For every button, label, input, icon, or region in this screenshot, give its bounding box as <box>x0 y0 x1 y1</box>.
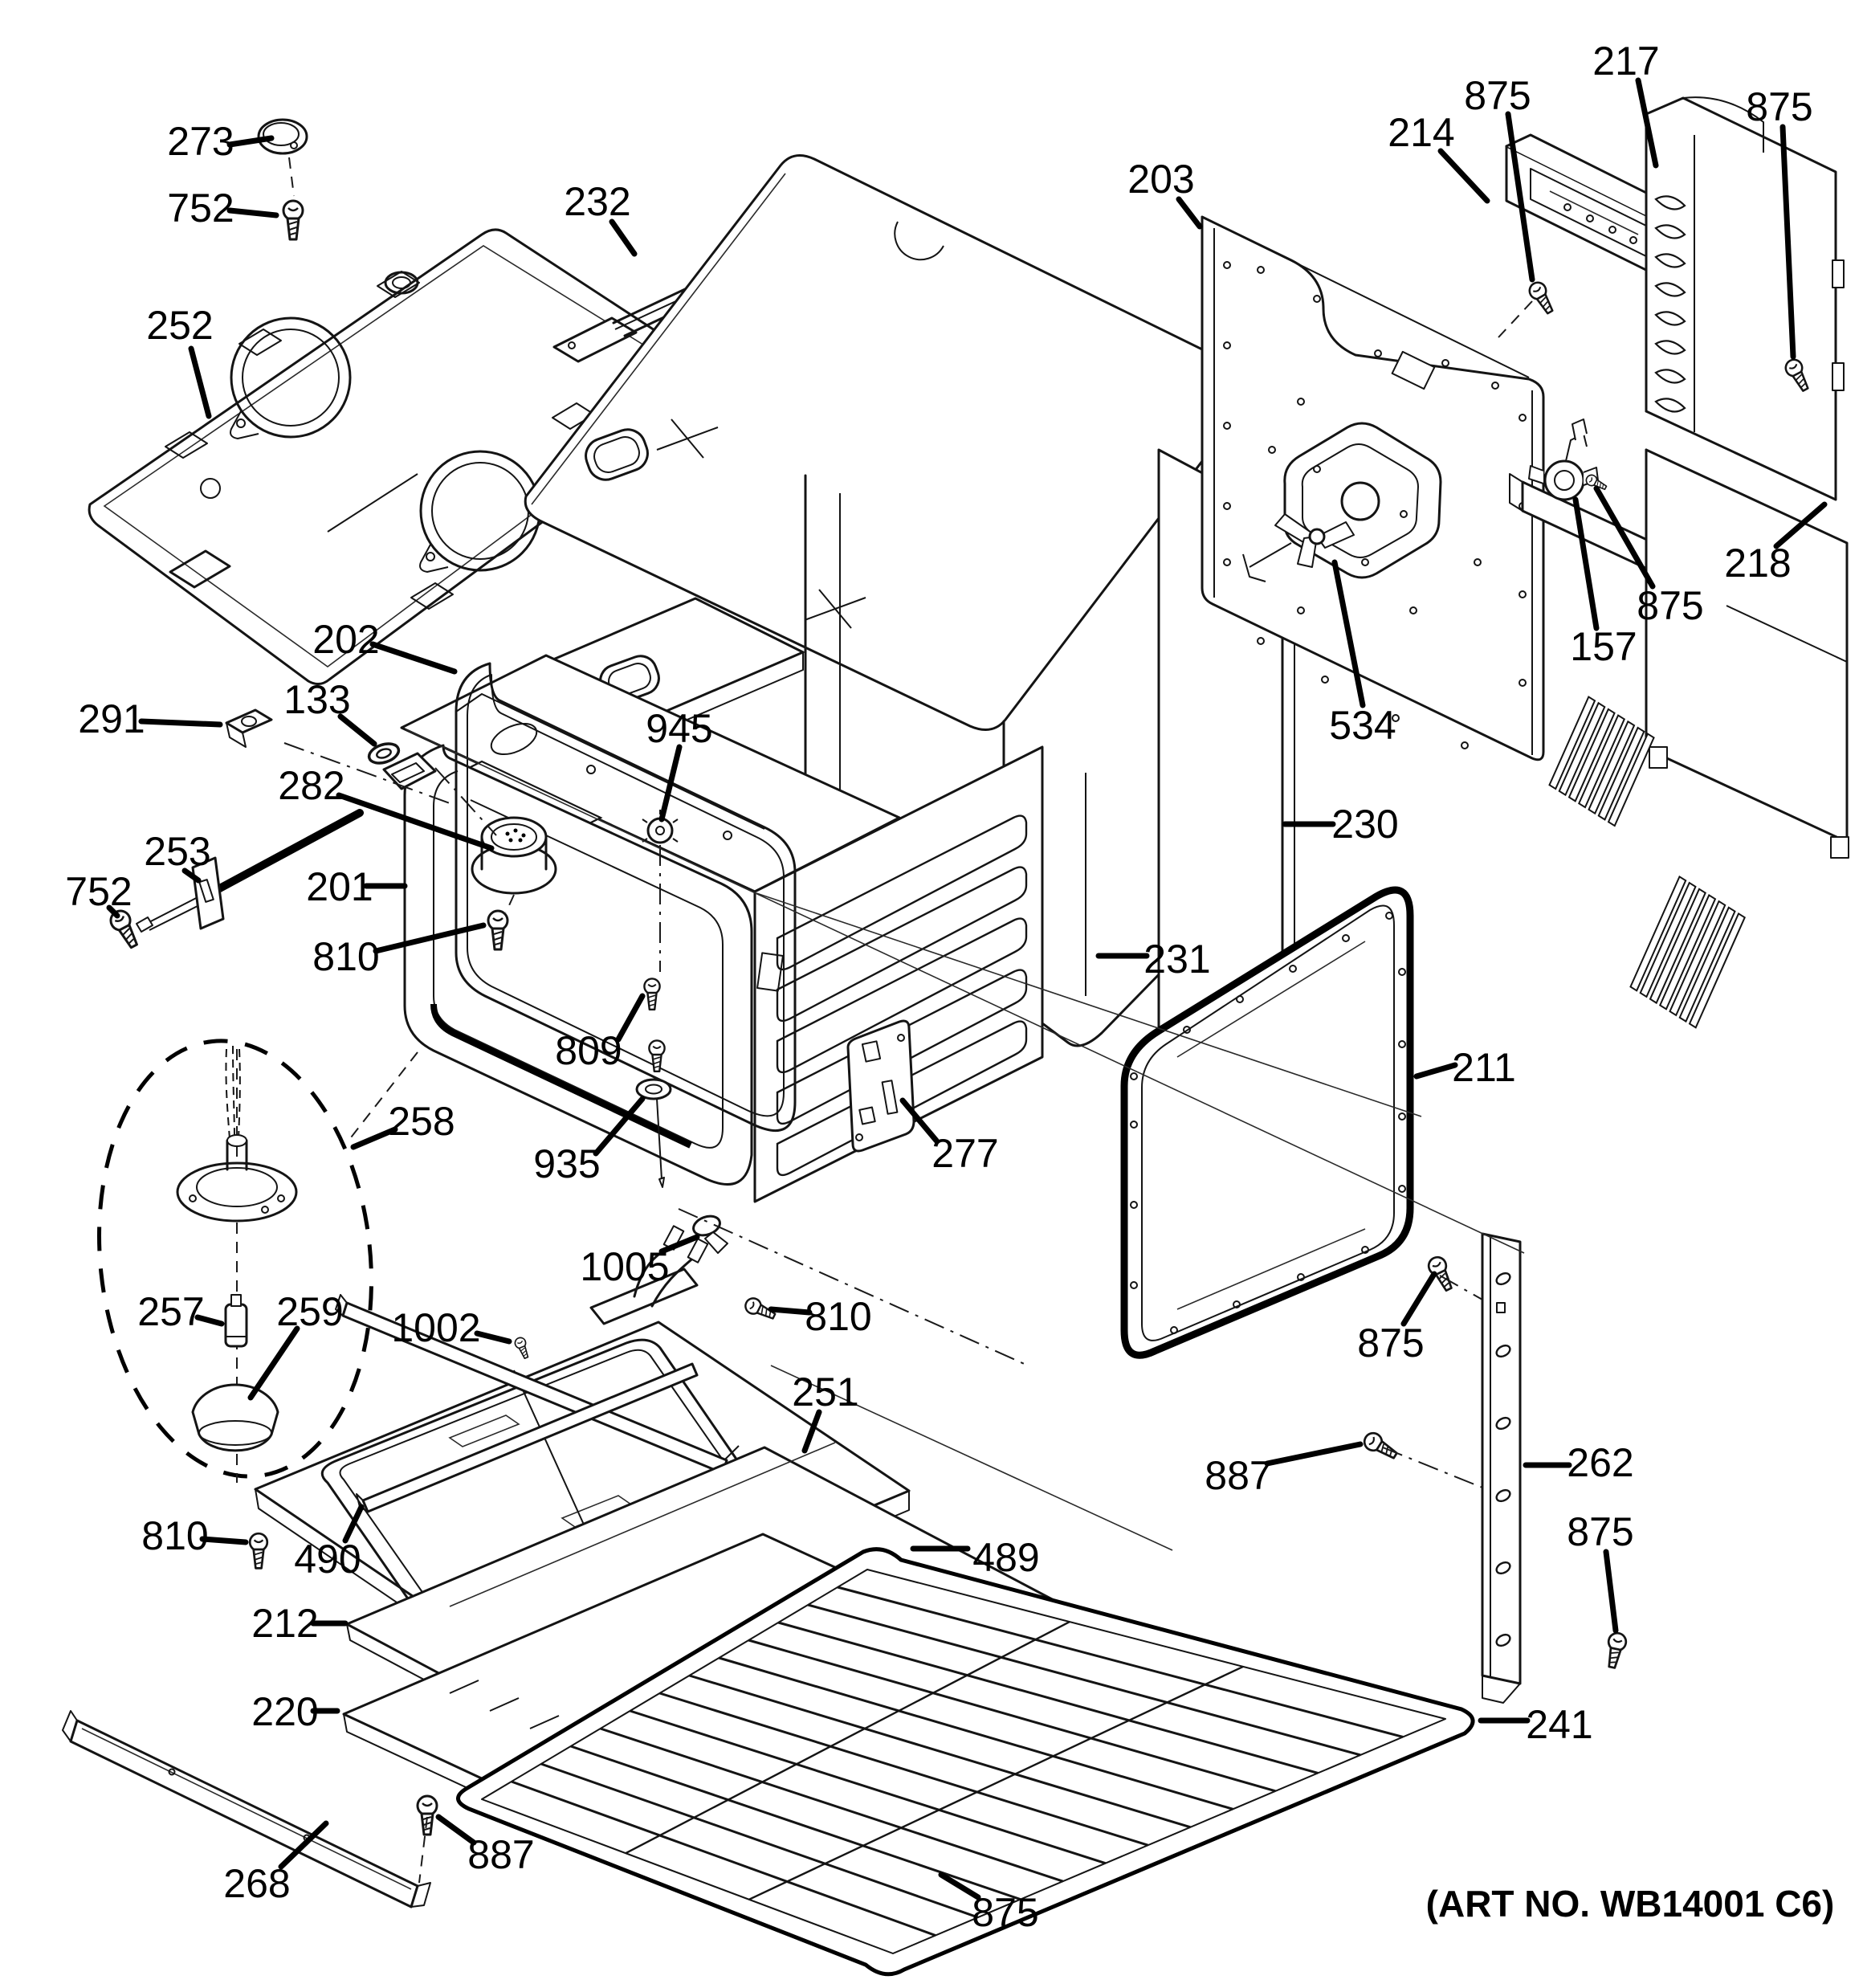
callout-label-887: 887 <box>467 1832 535 1877</box>
callout-label-220: 220 <box>251 1689 319 1734</box>
callout-label-875: 875 <box>1464 73 1531 118</box>
leader-line-887 <box>1267 1444 1360 1463</box>
leader-line-875 <box>1404 1274 1434 1324</box>
latch-plate-277 <box>848 1021 914 1151</box>
leader-line-875 <box>1606 1552 1616 1631</box>
callout-label-202: 202 <box>312 617 380 662</box>
callout-label-489: 489 <box>972 1535 1040 1580</box>
callout-label-257: 257 <box>137 1289 205 1334</box>
screw-810-sensor <box>250 1533 267 1568</box>
callout-label-945: 945 <box>646 706 713 751</box>
callout-label-875: 875 <box>1746 84 1813 129</box>
callout-label-258: 258 <box>388 1099 455 1144</box>
callout-label-253: 253 <box>144 829 211 874</box>
leader-line-752 <box>230 210 276 215</box>
callout-label-875: 875 <box>1637 583 1704 628</box>
callout-label-201: 201 <box>306 864 373 909</box>
callout-label-259: 259 <box>276 1289 344 1334</box>
callout-label-875: 875 <box>972 1890 1039 1935</box>
leader-line-252 <box>191 349 209 416</box>
screw-887-268 <box>418 1796 437 1835</box>
leader-line-291 <box>141 721 220 725</box>
callout-label-752: 752 <box>65 869 132 914</box>
screw-1002 <box>513 1336 531 1359</box>
panel-hole <box>1442 360 1449 366</box>
callout-label-231: 231 <box>1143 937 1211 982</box>
callout-label-752: 752 <box>167 186 234 231</box>
callout-label-133: 133 <box>283 677 351 722</box>
leader-line-203 <box>1179 199 1200 227</box>
callout-label-809: 809 <box>555 1028 622 1073</box>
side-panel-217 <box>1646 97 1844 500</box>
leader-line-810 <box>771 1309 809 1312</box>
callout-label-875: 875 <box>1357 1321 1425 1365</box>
callout-label-211: 211 <box>1452 1045 1516 1090</box>
callout-label-218: 218 <box>1724 541 1792 586</box>
side-rail-262 <box>1482 1234 1520 1703</box>
art-number: (ART NO. WB14001 C6) <box>1425 1883 1835 1925</box>
callout-label-810: 810 <box>312 934 380 979</box>
callout-label-291: 291 <box>78 696 145 741</box>
callout-label-810: 810 <box>141 1513 209 1558</box>
callout-label-1005: 1005 <box>580 1244 670 1289</box>
screw-887-rail <box>1361 1430 1400 1463</box>
callout-label-217: 217 <box>1592 39 1660 84</box>
clip-291 <box>226 710 271 747</box>
leader-line-810 <box>202 1539 246 1542</box>
callout-label-490: 490 <box>294 1537 361 1582</box>
screw-875-214 <box>1527 280 1557 316</box>
callout-label-282: 282 <box>278 763 345 808</box>
callout-label-534: 534 <box>1329 703 1396 748</box>
callout-label-935: 935 <box>533 1141 601 1186</box>
screw-875-gasket <box>1426 1255 1457 1293</box>
sensor-assembly-258 <box>78 1027 392 1490</box>
screw-752-top <box>283 201 303 239</box>
screw-875-rail <box>1604 1631 1628 1669</box>
callout-label-887: 887 <box>1205 1453 1272 1498</box>
callout-label-277: 277 <box>932 1131 999 1176</box>
callout-label-810: 810 <box>805 1294 872 1339</box>
pushpin-1005 <box>679 1209 1028 1365</box>
callout-label-252: 252 <box>146 303 214 348</box>
callout-label-232: 232 <box>564 179 631 224</box>
callout-label-875: 875 <box>1567 1509 1634 1554</box>
callout-label-262: 262 <box>1567 1440 1634 1485</box>
callout-label-214: 214 <box>1388 110 1455 155</box>
sensor-bulb-257 <box>226 1295 247 1346</box>
panel-hole <box>1375 350 1381 357</box>
leader-line-259 <box>251 1329 297 1398</box>
leader-line-211 <box>1417 1065 1455 1076</box>
callout-label-230: 230 <box>1331 802 1399 847</box>
leader-line-232 <box>612 222 634 254</box>
callout-label-273: 273 <box>167 119 234 164</box>
callout-label-157: 157 <box>1570 624 1637 669</box>
vent-cap-273 <box>259 120 307 196</box>
leader-line-1002 <box>477 1333 509 1341</box>
side-panel-218 <box>1510 450 1849 1027</box>
callout-label-241: 241 <box>1526 1702 1593 1747</box>
panel-hole <box>1322 676 1328 683</box>
sensor-cap-259 <box>193 1385 278 1451</box>
panel-hole <box>1461 742 1468 749</box>
callout-label-1002: 1002 <box>391 1305 481 1350</box>
callout-label-212: 212 <box>251 1601 319 1646</box>
leader-line-202 <box>373 644 455 672</box>
callout-label-203: 203 <box>1127 157 1195 202</box>
callout-label-268: 268 <box>223 1861 291 1906</box>
callout-label-251: 251 <box>792 1370 859 1414</box>
leader-line-214 <box>1441 151 1487 201</box>
